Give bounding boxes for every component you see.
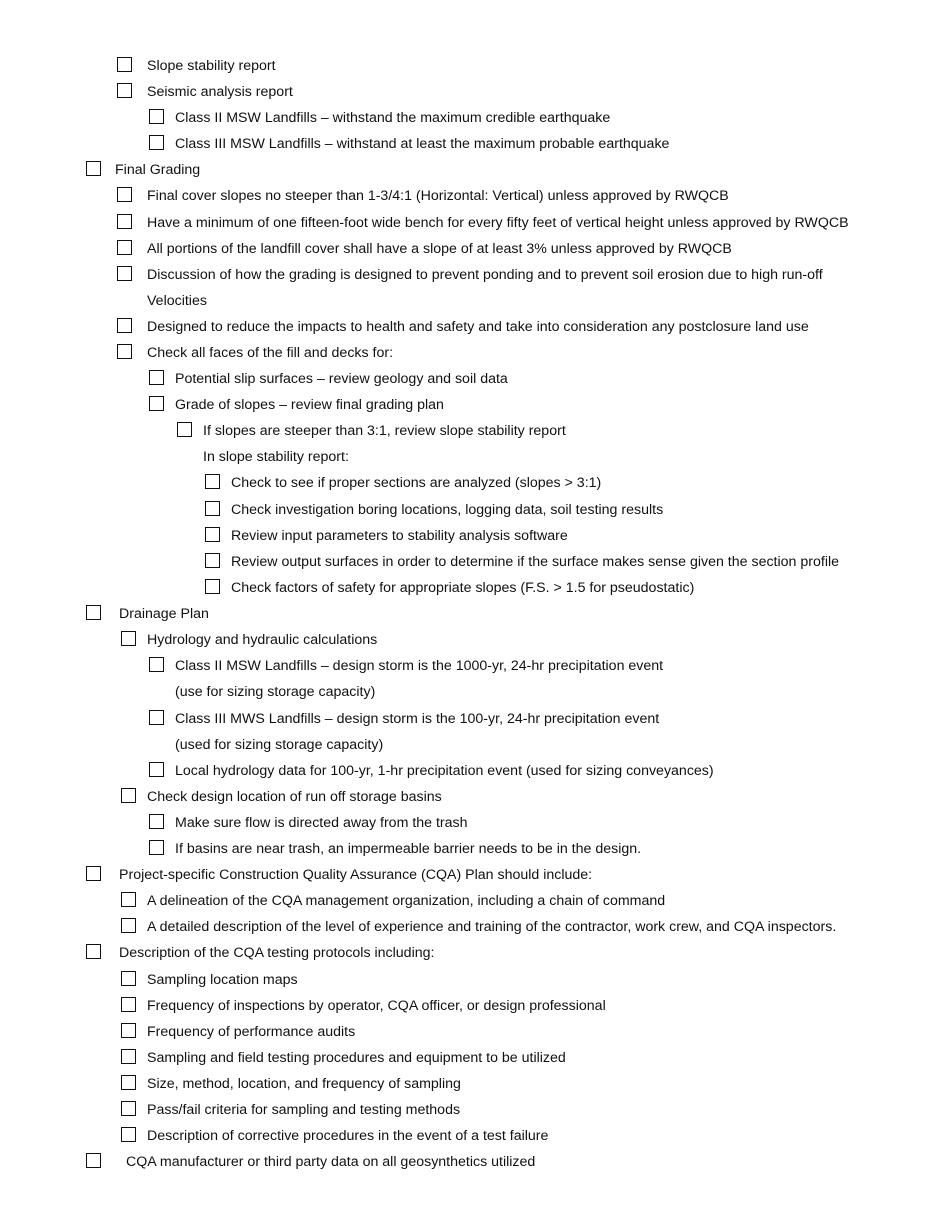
checklist-item (0, 577, 950, 599)
checkbox[interactable] (121, 971, 136, 986)
item-label: Pass/fail criteria for sampling and testing methods (147, 1102, 461, 1118)
checkbox[interactable] (149, 135, 164, 150)
item-label: Potential slip surfaces – review geology and soil data (175, 371, 508, 387)
item-label: Frequency of performance audits (147, 1024, 356, 1040)
item-label: Size, method, location, and frequency of sampling (147, 1076, 461, 1092)
item-label: (used for sizing storage capacity) (175, 737, 384, 753)
checkbox[interactable] (121, 997, 136, 1012)
checklist-item (0, 1073, 950, 1095)
checklist-item (0, 368, 950, 390)
item-label: Class III MSW Landfills – withstand at least the maximum probable earthquake (175, 136, 670, 152)
checkbox[interactable] (121, 631, 136, 646)
checklist-item (0, 472, 950, 494)
item-label: Sampling location maps (147, 972, 298, 988)
item-label: If basins are near trash, an impermeable barrier needs to be in the design. (175, 841, 642, 857)
checklist-item (0, 551, 950, 573)
item-label: Review input parameters to stability analysis software (231, 528, 568, 544)
checkbox[interactable] (117, 214, 132, 229)
item-label: Velocities (147, 293, 207, 309)
checkbox[interactable] (86, 866, 101, 881)
item-label: Description of corrective procedures in the event of a test failure (147, 1128, 549, 1144)
checkbox[interactable] (86, 605, 101, 620)
checklist-item (0, 499, 950, 521)
checkbox[interactable] (149, 370, 164, 385)
checklist-item (0, 864, 950, 886)
item-label: Hydrology and hydraulic calculations (147, 632, 378, 648)
checklist-item (0, 1021, 950, 1043)
item-label: Check all faces of the fill and decks for: (147, 345, 394, 361)
checkbox[interactable] (121, 1101, 136, 1116)
item-label: Discussion of how the grading is designed to prevent ponding and to prevent soil erosion due to high run-off (147, 267, 823, 283)
checkbox[interactable] (117, 344, 132, 359)
checkbox[interactable] (86, 161, 101, 176)
checklist-item (0, 1099, 950, 1121)
checklist-item (0, 107, 950, 129)
checklist-continuation-text (0, 290, 950, 312)
checkbox[interactable] (121, 1049, 136, 1064)
checkbox[interactable] (149, 396, 164, 411)
checklist-item (0, 812, 950, 834)
checkbox[interactable] (117, 240, 132, 255)
checklist-item (0, 838, 950, 860)
checklist-item (0, 159, 950, 181)
item-label: Class II MSW Landfills – design storm is the 1000-yr, 24-hr precipitation event (175, 658, 664, 674)
item-label: Project-specific Construction Quality Assurance (CQA) Plan should include: (119, 867, 593, 883)
checklist-item (0, 394, 950, 416)
checklist-item (0, 760, 950, 782)
item-label: (use for sizing storage capacity) (175, 684, 376, 700)
item-label: Check investigation boring locations, logging data, soil testing results (231, 502, 664, 518)
checkbox[interactable] (121, 788, 136, 803)
checklist-item (0, 316, 950, 338)
item-label: Make sure flow is directed away from the trash (175, 815, 468, 831)
item-label: Frequency of inspections by operator, CQA officer, or design professional (147, 998, 606, 1014)
checklist-item (0, 264, 950, 286)
item-label: Class III MWS Landfills – design storm is the 100-yr, 24-hr precipitation event (175, 711, 660, 727)
checkbox[interactable] (117, 187, 132, 202)
checklist-item (0, 55, 950, 77)
item-label: A detailed description of the level of experience and training of the contractor, work crew, and CQA inspectors. (147, 919, 837, 935)
checklist-item (0, 342, 950, 364)
checkbox[interactable] (121, 1127, 136, 1142)
checkbox[interactable] (117, 266, 132, 281)
checklist-item (0, 995, 950, 1017)
item-label: Description of the CQA testing protocols including: (119, 945, 435, 961)
checkbox[interactable] (86, 1153, 101, 1168)
item-label: Check factors of safety for appropriate slopes (F.S. > 1.5 for pseudostatic) (231, 580, 695, 596)
checkbox[interactable] (117, 318, 132, 333)
checklist-item (0, 942, 950, 964)
checklist-item (0, 708, 950, 730)
checkbox[interactable] (121, 918, 136, 933)
checklist-item (0, 1125, 950, 1147)
checklist-item (0, 655, 950, 677)
checkbox[interactable] (205, 527, 220, 542)
checkbox[interactable] (149, 814, 164, 829)
item-label: Check to see if proper sections are analyzed (slopes > 3:1) (231, 475, 602, 491)
checklist-item (0, 786, 950, 808)
item-label: Class II MSW Landfills – withstand the maximum credible earthquake (175, 110, 611, 126)
item-label: Slope stability report (147, 58, 276, 74)
item-label: All portions of the landfill cover shall have a slope of at least 3% unless approved by RWQCB (147, 241, 732, 257)
checkbox[interactable] (205, 553, 220, 568)
item-label: Review output surfaces in order to determine if the surface makes sense given the section profile (231, 554, 840, 570)
item-label: Check design location of run off storage basins (147, 789, 442, 805)
checklist-item (0, 212, 950, 234)
checklist-item (0, 420, 950, 442)
checkbox[interactable] (149, 840, 164, 855)
checkbox[interactable] (205, 501, 220, 516)
checklist-item (0, 1151, 950, 1173)
item-label: Drainage Plan (119, 606, 209, 622)
item-label: Have a minimum of one fifteen-foot wide bench for every fifty feet of vertical height unless approved by RWQCB (147, 215, 849, 231)
item-label: If slopes are steeper than 3:1, review slope stability report (203, 423, 566, 439)
checklist-item (0, 916, 950, 938)
checklist-item (0, 133, 950, 155)
item-label: Grade of slopes – review final grading plan (175, 397, 444, 413)
checkbox[interactable] (205, 474, 220, 489)
checkbox[interactable] (149, 657, 164, 672)
checkbox[interactable] (117, 83, 132, 98)
checkbox[interactable] (121, 892, 136, 907)
item-label: Designed to reduce the impacts to health and safety and take into consideration any postclosure land use (147, 319, 809, 335)
checkbox[interactable] (117, 57, 132, 72)
checkbox[interactable] (149, 710, 164, 725)
checkbox[interactable] (121, 1075, 136, 1090)
checkbox[interactable] (177, 422, 192, 437)
checkbox[interactable] (149, 762, 164, 777)
item-label: A delineation of the CQA management organization, including a chain of command (147, 893, 666, 909)
item-label: In slope stability report: (203, 449, 349, 465)
checklist-item (0, 81, 950, 103)
checklist-continuation-text (0, 446, 950, 468)
checklist-item (0, 629, 950, 651)
checklist-item (0, 1047, 950, 1069)
checklist-item (0, 603, 950, 625)
checkbox[interactable] (149, 109, 164, 124)
item-label: Sampling and field testing procedures and equipment to be utilized (147, 1050, 566, 1066)
item-label: CQA manufacturer or third party data on all geosynthetics utilized (126, 1154, 536, 1170)
item-label: Final cover slopes no steeper than 1-3/4:1 (Horizontal: Vertical) unless approved by RWQCB (147, 188, 729, 204)
checklist-item (0, 890, 950, 912)
checkbox[interactable] (121, 1023, 136, 1038)
item-label: Final Grading (115, 162, 201, 178)
checklist-continuation-text (0, 734, 950, 756)
checkbox[interactable] (86, 944, 101, 959)
checklist-item (0, 969, 950, 991)
item-label: Local hydrology data for 100-yr, 1-hr precipitation event (used for sizing conveyances) (175, 763, 714, 779)
checklist-continuation-text (0, 681, 950, 703)
checklist-item (0, 525, 950, 547)
checklist-item (0, 185, 950, 207)
item-label: Seismic analysis report (147, 84, 293, 100)
checkbox[interactable] (205, 579, 220, 594)
checklist-item (0, 238, 950, 260)
